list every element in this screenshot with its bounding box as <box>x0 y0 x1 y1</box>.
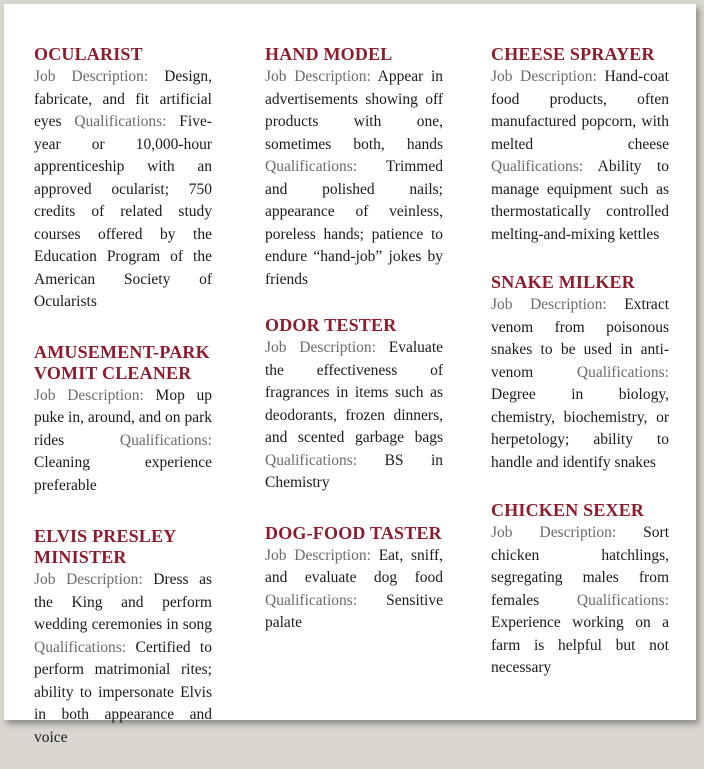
job-description-text: Hand-coat food products, often manufactured popcorn, with melted cheese <box>491 68 669 153</box>
qualifications-text: Five-year or 10,000-hour apprenticeship with an approved ocularist; 750 credits of related study courses offered by the Education Program of the American Society of Ocularists <box>34 113 213 310</box>
qualifications-label: Qualifications: <box>74 113 167 130</box>
job-entry-odor-tester <box>265 315 443 495</box>
job-title: SNAKE MILKER <box>491 272 635 292</box>
job-body <box>491 66 669 246</box>
job-body <box>265 66 443 291</box>
qualifications-label: Qualifications: <box>576 591 669 609</box>
job-body <box>265 337 443 495</box>
qualifications-text: Sensitive palate <box>265 591 443 631</box>
qualifications-label: Qualifications: <box>491 158 584 175</box>
qualifications-text: Cleaning experience preferable <box>34 454 212 494</box>
qualifications-text: Degree in biology, chemistry, biochemistry, or herpetology; ability to handle and identify snakes <box>491 386 669 471</box>
job-body <box>34 569 212 749</box>
job-description-label: Job Description: <box>491 68 597 85</box>
job-entry-ocularist <box>34 44 212 314</box>
job-entry-cheese-sprayer <box>491 44 669 246</box>
job-title: CHEESE SPRAYER <box>491 44 655 64</box>
job-title: AMUSEMENT-PARK VOMIT CLEANER <box>34 341 210 383</box>
page <box>4 4 696 746</box>
job-description-text: Evaluate the effectiveness of fragrances in items such as deodorants, frozen dinners, and scented garbage bags <box>265 339 444 446</box>
job-title: HAND MODEL <box>265 44 393 64</box>
qualifications-text: Experience working on a farm is helpful but not necessary <box>491 614 669 676</box>
job-title: ELVIS PRESLEY MINISTER <box>34 526 176 567</box>
job-description-label: Job Description: <box>265 339 376 356</box>
job-description-text: Mop up puke in, around, and on park rides <box>34 386 212 449</box>
job-body <box>34 385 212 498</box>
job-description-text: Extract venom from poisonous snakes to be used in anti-venom <box>491 296 670 381</box>
job-entry-hand-model <box>265 44 443 291</box>
job-entry-snake-milker <box>491 272 669 474</box>
job-description-label: Job Description: <box>491 296 607 313</box>
job-description-text: Appear in advertisements showing off products with one, sometimes both, hands <box>265 68 443 153</box>
qualifications-text: Ability to manage equipment such as thermostatically controlled melting-and-mixing kettles <box>491 158 669 243</box>
qualifications-text: Trimmed and polished nails; appearance of veinless, poreless hands; patience to endure “hand-job” jokes by friends <box>265 158 443 288</box>
job-entry-elvis-minister <box>34 526 212 749</box>
job-description-text: Dress as the King and perform wedding ceremonies in song <box>34 571 213 633</box>
qualifications-label: Qualifications: <box>119 431 212 449</box>
column-1 <box>34 44 212 769</box>
job-body <box>265 545 443 635</box>
qualifications-label: Qualifications: <box>265 158 358 175</box>
job-body <box>491 294 669 474</box>
job-description-text: Design, fabricate, and fit artificial eyes <box>34 68 213 130</box>
job-description-label: Job Description: <box>34 68 149 85</box>
job-entry-dog-food-taster <box>265 523 443 635</box>
qualifications-text: Certified to perform matrimonial rites; ability to impersonate Elvis in both appearance and voice <box>34 638 212 746</box>
job-entry-vomit-cleaner <box>34 342 212 498</box>
job-title: ODOR TESTER <box>265 315 397 335</box>
qualifications-text: BS in Chemistry <box>265 451 444 491</box>
job-description-text: Sort chicken hatchlings, segregating males from females <box>491 524 669 609</box>
job-title: OCULARIST <box>34 44 143 64</box>
qualifications-label: Qualifications: <box>576 363 669 381</box>
column-2 <box>265 44 443 655</box>
job-title: DOG-FOOD TASTER <box>265 522 442 543</box>
job-description-label: Job Description: <box>34 571 143 588</box>
job-body <box>491 522 669 680</box>
job-title: CHICKEN SEXER <box>491 500 645 520</box>
job-description-label: Job Description: <box>491 524 617 541</box>
qualifications-label: Qualifications: <box>34 638 127 656</box>
job-description-text: Eat, sniff, and evaluate dog food <box>265 546 443 586</box>
job-description-label: Job Description: <box>265 68 371 85</box>
job-description-label: Job Description: <box>265 546 371 564</box>
job-body <box>34 66 212 314</box>
job-entry-chicken-sexer <box>491 500 669 680</box>
qualifications-label: Qualifications: <box>265 451 358 469</box>
qualifications-label: Qualifications: <box>265 591 358 609</box>
job-description-label: Job Description: <box>34 386 144 404</box>
column-3 <box>491 44 669 700</box>
